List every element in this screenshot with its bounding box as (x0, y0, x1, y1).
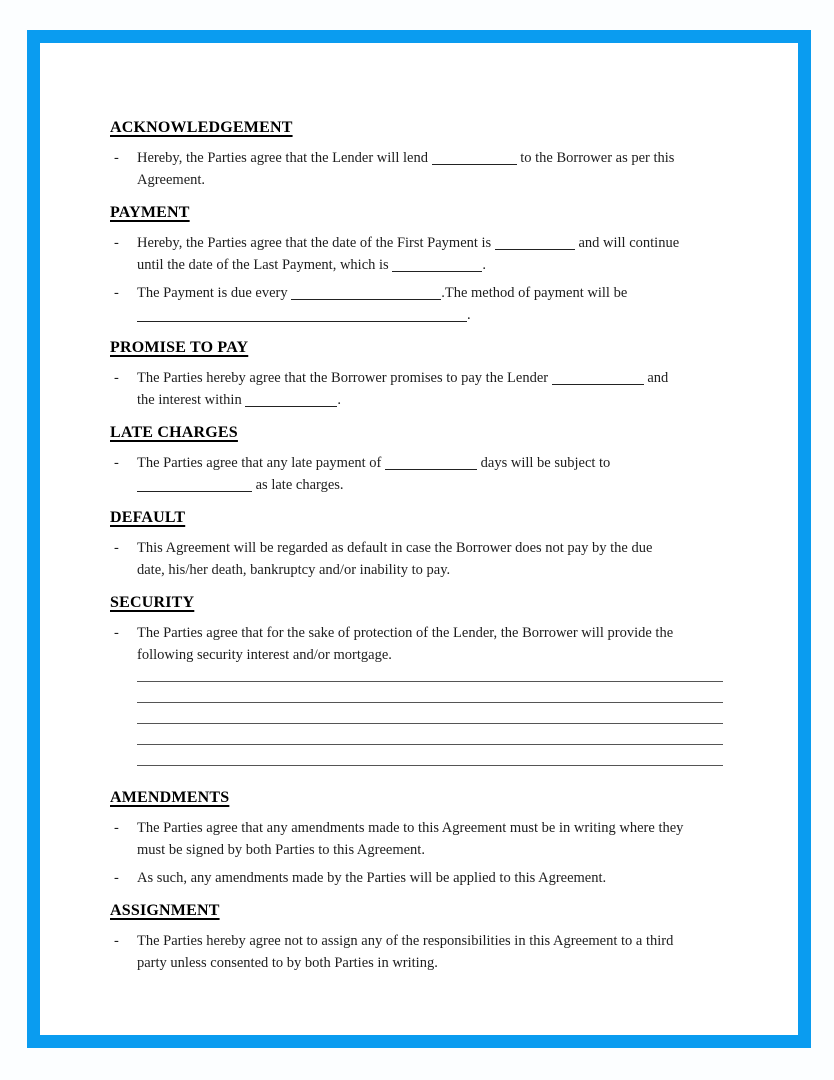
bullet-dash: - (114, 455, 119, 471)
text-run: following security interest and/or mortgage. (137, 647, 392, 663)
bullet-dash: - (114, 820, 119, 836)
bullet-item (110, 147, 723, 191)
blank-field (137, 479, 252, 492)
text-run: The Parties agree that any late payment of (137, 455, 386, 471)
bullet-item (110, 367, 723, 411)
section-title: ACKNOWLEDGEMENT (110, 119, 293, 136)
bullet-text (137, 537, 723, 581)
text-line (137, 452, 723, 474)
text-line (137, 232, 723, 254)
section-title: PROMISE TO PAY (110, 339, 249, 356)
ruled-line (137, 723, 723, 744)
section-title: PAYMENT (110, 204, 190, 221)
bullet-item (110, 452, 723, 496)
section-title: ASSIGNMENT (110, 902, 220, 919)
text-run: . (482, 257, 486, 273)
bullet-dash: - (114, 370, 119, 386)
bullet-text (137, 930, 723, 974)
bullet-text (137, 867, 723, 889)
ruled-line (137, 702, 723, 723)
text-run: until the date of the Last Payment, which is (137, 257, 393, 273)
blank-field (137, 309, 467, 322)
bullet-dash: - (114, 285, 119, 301)
text-run: As such, any amendments made by the Parties will be applied to this Agreement. (137, 870, 607, 886)
text-line (137, 644, 723, 666)
bullet-dash: - (114, 540, 119, 556)
document-section (110, 332, 723, 417)
text-line (137, 304, 723, 326)
text-run: The Payment is due every (137, 285, 292, 301)
document-page (40, 43, 798, 1035)
text-line (137, 867, 723, 889)
text-run: must be signed by both Parties to this Agreement. (137, 842, 425, 858)
text-line (137, 474, 723, 496)
document-section (110, 502, 723, 587)
page-border-frame (27, 30, 811, 1048)
bullet-dash: - (114, 625, 119, 641)
text-run: Hereby, the Parties agree that the Lender will lend (137, 150, 432, 166)
text-run: the interest within (137, 392, 246, 408)
text-line (137, 147, 723, 169)
text-line (137, 952, 723, 974)
blank-field (552, 372, 644, 385)
ruled-line (137, 744, 723, 765)
text-line (137, 389, 723, 411)
bullet-text (137, 367, 723, 411)
bullet-item (110, 867, 723, 889)
text-run: . (467, 307, 471, 323)
blank-field (392, 259, 482, 272)
text-run: party unless consented to by both Parties in writing. (137, 955, 438, 971)
text-line (137, 622, 723, 644)
text-run: . (337, 392, 341, 408)
writing-lines (137, 681, 723, 786)
document-section (110, 587, 723, 782)
text-run: This Agreement will be regarded as default in case the Borrower does not pay by the due (137, 540, 653, 556)
bullet-item (110, 282, 723, 326)
bullet-item (110, 622, 723, 666)
blank-field (495, 237, 575, 250)
text-run: Hereby, the Parties agree that the date of the First Payment is (137, 235, 495, 251)
text-line (137, 559, 723, 581)
section-title: SECURITY (110, 594, 195, 611)
blank-field (291, 287, 441, 300)
document-section (110, 112, 723, 197)
text-run: days will be subject to (477, 455, 611, 471)
document-section (110, 197, 723, 332)
bullet-dash: - (114, 235, 119, 251)
text-run: as late charges. (252, 477, 344, 493)
document-section (110, 782, 723, 895)
text-run: to the Borrower as per this (516, 150, 675, 166)
text-line (137, 282, 723, 304)
bullet-dash: - (114, 933, 119, 949)
text-run: date, his/her death, bankruptcy and/or inability to pay. (137, 562, 451, 578)
bullet-text (137, 147, 723, 191)
bullet-text (137, 232, 723, 276)
bullet-text (137, 622, 723, 666)
text-line (137, 537, 723, 559)
document-section (110, 895, 723, 980)
text-line (137, 817, 723, 839)
text-run: Agreement. (137, 172, 206, 188)
text-line (137, 930, 723, 952)
text-run: The Parties agree that any amendments made to this Agreement must be in writing where they (137, 820, 684, 836)
text-run: The Parties hereby agree that the Borrower promises to pay the Lender (137, 370, 552, 386)
text-line (137, 169, 723, 191)
ruled-line (137, 681, 723, 702)
bullet-text (137, 817, 723, 861)
text-line (137, 839, 723, 861)
bullet-item (110, 232, 723, 276)
bullet-item (110, 537, 723, 581)
bullet-item (110, 930, 723, 974)
bullet-text (137, 452, 723, 496)
text-run: and will continue (574, 235, 680, 251)
bullet-dash: - (114, 150, 119, 166)
text-run: .The method of payment will be (441, 285, 628, 301)
text-run: The Parties agree that for the sake of protection of the Lender, the Borrower will provide the (137, 625, 674, 641)
bullet-item (110, 817, 723, 861)
text-line (137, 367, 723, 389)
document-content (110, 112, 723, 980)
section-title: AMENDMENTS (110, 789, 230, 806)
document-section (110, 417, 723, 502)
blank-field (385, 457, 477, 470)
section-title: LATE CHARGES (110, 424, 238, 441)
text-line (137, 254, 723, 276)
blank-field (432, 152, 517, 165)
bullet-dash: - (114, 870, 119, 886)
text-run: The Parties hereby agree not to assign any of the responsibilities in this Agreement to a third (137, 933, 674, 949)
bullet-text (137, 282, 723, 326)
section-title: DEFAULT (110, 509, 186, 526)
blank-field (245, 394, 337, 407)
text-run: and (643, 370, 669, 386)
